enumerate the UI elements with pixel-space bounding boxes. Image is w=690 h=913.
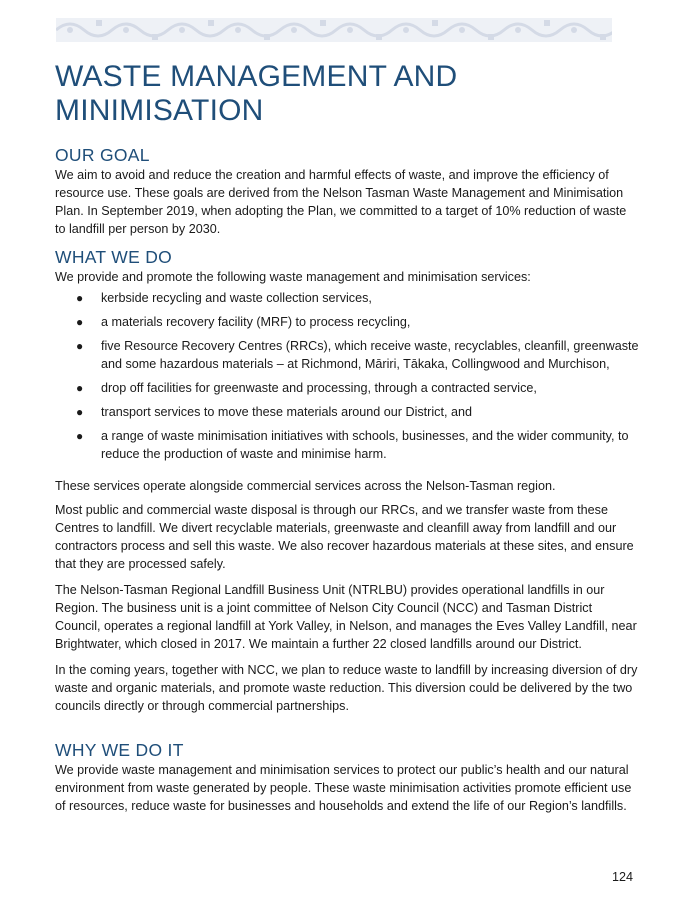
- what-we-do-intro: We provide and promote the following waste management and minimisation services:: [55, 270, 531, 284]
- bullet-icon: ●: [76, 339, 84, 353]
- services-list: [55, 289, 639, 463]
- list-item: ● kerbside recycling and waste collection services,: [76, 291, 372, 305]
- section-heading-what-we-do: WHAT WE DO: [55, 247, 173, 267]
- bullet-icon: ●: [76, 381, 84, 395]
- list-item: ● transport services to move these materials around our District, and: [76, 405, 472, 419]
- bullet-icon: ●: [76, 405, 84, 419]
- page-title: WASTE MANAGEMENT AND MINIMISATION: [55, 60, 458, 127]
- list-item: ● a range of waste minimisation initiatives with schools, businesses, and the wider community, to reduce the production of waste and minimise harm.: [76, 429, 629, 461]
- what-we-do-paragraph: Most public and commercial waste disposal is through our RRCs, and we transfer waste from these Centres to landfill. We divert recyclable materials, greenwaste and cleanfill away from landfill and our contractors process and sell this waste. We also recover hazardous materials at these sites, and ensure that they are processed safely.: [55, 503, 634, 571]
- section-heading-our-goal: OUR GOAL: [55, 145, 150, 165]
- what-we-do-paragraph: These services operate alongside commercial services across the Nelson-Tasman region.: [55, 479, 556, 493]
- list-item: ● five Resource Recovery Centres (RRCs), which receive waste, recyclables, cleanfill, greenwaste and some hazardous materials – at Richmond, Māriri, Tākaka, Collingwood and Murchison,: [76, 339, 639, 371]
- page-content: [55, 144, 639, 815]
- bullet-icon: ●: [76, 429, 84, 443]
- bullet-icon: ●: [76, 315, 84, 329]
- list-item: ● drop off facilities for greenwaste and processing, through a contracted service,: [76, 381, 537, 395]
- what-we-do-paragraph: The Nelson-Tasman Regional Landfill Business Unit (NTRLBU) provides operational landfills in our Region. The business unit is a joint committee of Nelson City Council (NCC) and Tasman District Council, operates a regional landfill at York Valley, in Nelson, and manages the Eves Valley Landfill, near Brightwater, which closed in 2017. We maintain a further 22 closed landfills around our District.: [55, 583, 637, 651]
- what-we-do-paragraph: In the coming years, together with NCC, we plan to reduce waste to landfill by increasing diversion of dry waste and organic materials, and promote waste reduction. This diversion could be delivered by the two councils directly or through commercial partnerships.: [55, 663, 638, 713]
- why-we-do-it-paragraph: We provide waste management and minimisation services to protect our public’s health and our natural environment from waste generated by people. These waste minimisation activities promote efficient use of resources, reduce waste for businesses and households and extend the life of our Region’s landfills.: [55, 763, 632, 813]
- section-heading-why-we-do-it: WHY WE DO IT: [55, 740, 184, 760]
- page-number: 124: [612, 870, 634, 884]
- our-goal-paragraph: We aim to avoid and reduce the creation and harmful effects of waste, and improve the efficiency of resource use. These goals are derived from the Nelson Tasman Waste Management and Minimisation Plan. In September 2019, when adopting the Plan, we committed to a target of 10% reduction of waste to landfill per person by 2030.: [55, 168, 627, 236]
- decorative-pattern-banner: [56, 18, 612, 42]
- list-item: ● a materials recovery facility (MRF) to process recycling,: [76, 315, 411, 329]
- bullet-icon: ●: [76, 291, 84, 305]
